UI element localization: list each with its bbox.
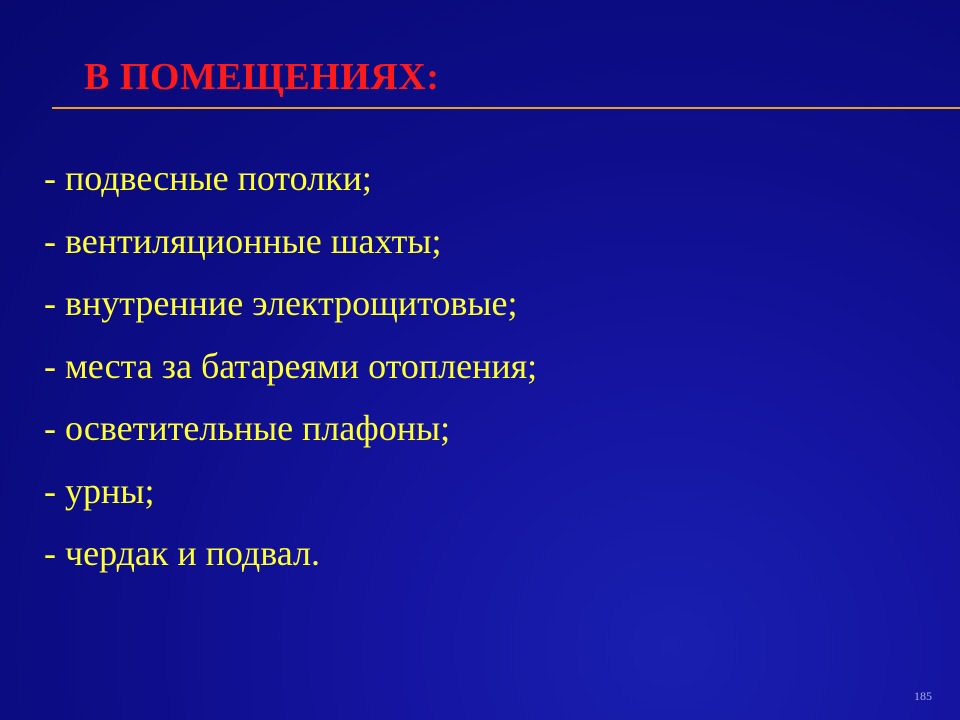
list-item: - подвесные потолки; [44, 158, 372, 198]
list-item: - внутренние электрощитовые; [44, 283, 518, 323]
list-item: - места за батареями отопления; [44, 345, 538, 386]
list-item: - осветительные плафоны; [44, 408, 451, 448]
list-item: - чердак и подвал. [44, 533, 320, 573]
slide-title: В ПОМЕЩЕНИЯХ: [84, 56, 440, 98]
title-underline [52, 107, 960, 109]
list-item: - урны; [44, 470, 155, 511]
bullet-list [44, 156, 537, 594]
page-number: 185 [914, 689, 932, 703]
list-item: - вентиляционные шахты; [44, 220, 442, 261]
